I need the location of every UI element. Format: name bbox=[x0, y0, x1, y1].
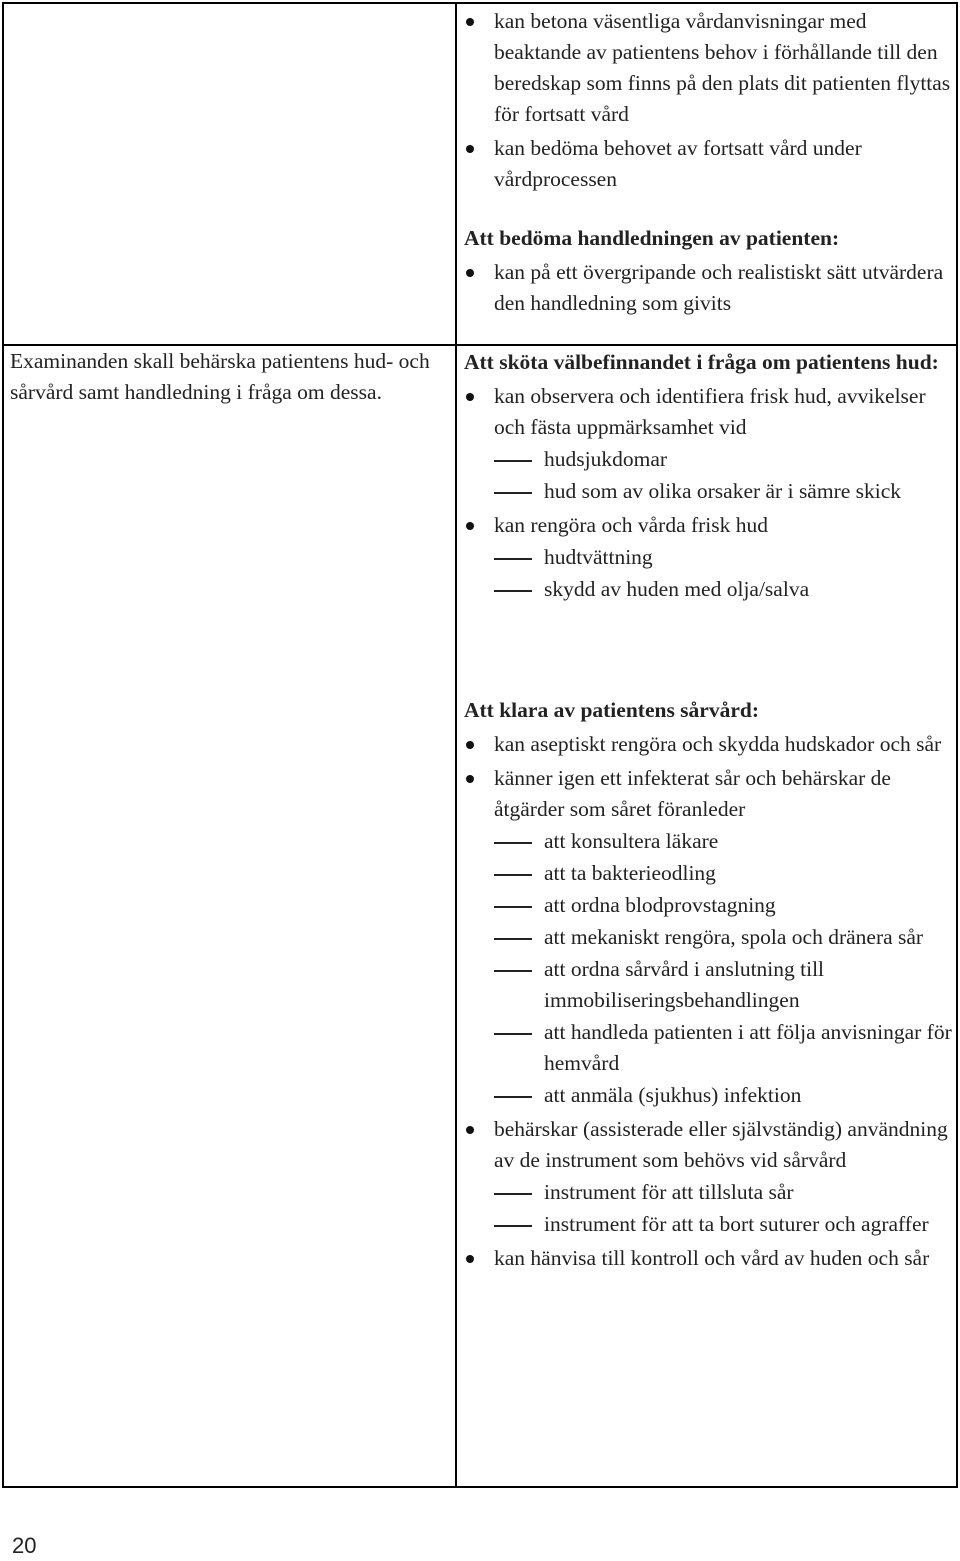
list-item: kan hänvisa till kontroll och vård av huden och sår bbox=[464, 1243, 952, 1274]
sub-list-item: att anmäla (sjukhus) infektion bbox=[464, 1080, 952, 1111]
sub-list-item: att konsultera läkare bbox=[464, 826, 952, 857]
sub-list-item: att mekaniskt rengöra, spola och dränera sår bbox=[464, 922, 952, 953]
sub-list-item: instrument för att tillsluta sår bbox=[464, 1177, 952, 1208]
list-item: behärskar (assisterade eller självständig) användning av de instrument som behövs vid sårvård bbox=[464, 1114, 952, 1176]
list-item: kan observera och identifiera frisk hud, avvikelser och fästa uppmärksamhet vid bbox=[464, 381, 952, 443]
list-item: kan bedöma behovet av fortsatt vård under vårdprocessen bbox=[464, 133, 952, 195]
list-item: känner igen ett infekterat sår och behärskar de åtgärder som såret föranleder bbox=[464, 763, 952, 825]
sub-list-item: att ordna blodprovstagning bbox=[464, 890, 952, 921]
sub-list-item: att ta bakterieodling bbox=[464, 858, 952, 889]
sub-list-item: att handleda patienten i att följa anvisningar för hemvård bbox=[464, 1017, 952, 1079]
list-item: kan rengöra och vårda frisk hud bbox=[464, 510, 952, 541]
sub-list-item: skydd av huden med olja/salva bbox=[464, 574, 952, 605]
sub-list-item: instrument för att ta bort suturer och agraffer bbox=[464, 1209, 952, 1240]
sub-list-item: hudtvättning bbox=[464, 542, 952, 573]
sub-list-item: hudsjukdomar bbox=[464, 444, 952, 475]
column-divider bbox=[455, 2, 457, 1488]
wound-section bbox=[464, 695, 952, 1274]
section-heading-skin: Att sköta välbefinnandet i fråga om patientens hud: bbox=[464, 350, 939, 374]
top-cell bbox=[464, 6, 952, 319]
page-number: 20 bbox=[12, 1533, 37, 1558]
skin-section bbox=[464, 347, 952, 605]
sub-list-item: att ordna sårvård i anslutning till immobiliseringsbehandlingen bbox=[464, 954, 952, 1016]
list-item: kan på ett övergripande och realistiskt sätt utvärdera den handledning som givits bbox=[464, 257, 952, 319]
list-item: kan betona väsentliga vårdanvisningar med beaktande av patientens behov i förhållande till den beredskap som finns på den plats dit patienten flyttas för fortsatt vård bbox=[464, 6, 952, 130]
sub-list-item: hud som av olika orsaker är i sämre skick bbox=[464, 476, 952, 507]
section-heading-guidance: Att bedöma handledningen av patienten: bbox=[464, 226, 840, 250]
list-item: kan aseptiskt rengöra och skydda hudskador och sår bbox=[464, 729, 952, 760]
requirement-text: Examinanden skall behärska patientens hud- och sårvård samt handledning i fråga om dessa. bbox=[10, 349, 430, 404]
section-heading-wound: Att klara av patientens sårvård: bbox=[464, 698, 760, 722]
